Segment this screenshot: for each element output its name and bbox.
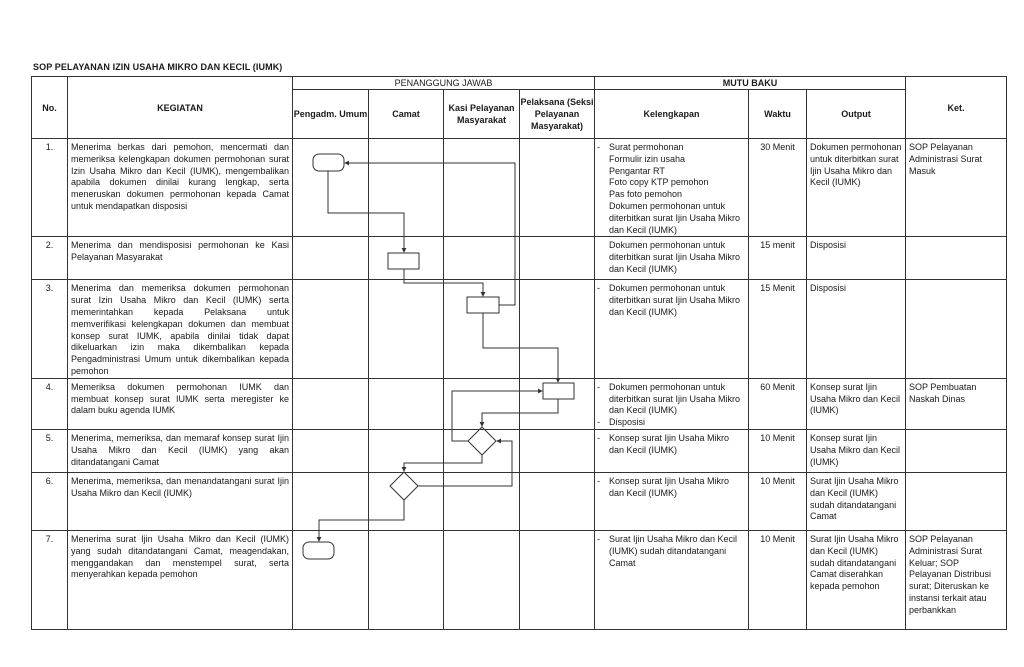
pengadm-lane-cell (293, 280, 369, 378)
kelengkapan-item (597, 476, 746, 500)
waktu-cell: 15 Menit (749, 280, 807, 378)
ket-cell: SOP Pelayanan Administrasi Surat Masuk (906, 139, 1007, 237)
header-no: No. (32, 77, 68, 139)
kasi-lane-cell (444, 472, 520, 530)
kelengkapan-item (597, 534, 746, 569)
pelaksana-lane-cell (520, 237, 595, 280)
kelengkapan-item (597, 382, 746, 417)
output-cell: Konsep surat Ijin Usaha Mikro dan Kecil (IUMK) (807, 429, 906, 472)
camat-lane-cell (369, 429, 444, 472)
kelengkapan-item (597, 189, 746, 201)
kasi-lane-cell (444, 429, 520, 472)
table-row (32, 378, 1007, 429)
header-pelaksana: Pelaksana (Seksi Pelayanan Masyarakat) (520, 90, 595, 139)
kelengkapan-text: Dokumen permohonan untuk diterbitkan surat Ijin Usaha Mikro dan Kecil (IUMK) (609, 381, 741, 416)
output-cell: Konsep surat Ijin Usaha Mikro dan Kecil (IUMK) (807, 378, 906, 429)
kelengkapan-item (597, 417, 746, 429)
header-penanggung-jawab: PENANGGUNG JAWAB (293, 77, 595, 90)
header-ket: Ket. (906, 77, 1007, 139)
bullet-dash (597, 189, 609, 201)
ket-cell (906, 280, 1007, 378)
kelengkapan-text: Dokumen permohonan untuk diterbitkan surat Ijin Usaha Mikro dan Kecil (IUMK) (609, 200, 741, 235)
pelaksana-lane-cell (520, 472, 595, 530)
ket-cell: SOP Pelayanan Administrasi Surat Keluar; SOP Pelayanan Distribusi surat; Diteruskan ke instansi terkait atau perbankkan (906, 530, 1007, 629)
kelengkapan-text: Pengantar RT (609, 165, 665, 176)
document-title: SOP PELAYANAN IZIN USAHA MIKRO DAN KECIL (IUMK) (33, 62, 283, 72)
kelengkapan-cell (595, 280, 749, 378)
pengadm-lane-cell (293, 429, 369, 472)
header-camat: Camat (369, 90, 444, 139)
waktu-cell: 10 Menit (749, 530, 807, 629)
pelaksana-lane-cell (520, 530, 595, 629)
kegiatan-cell: Menerima dan mendisposisi permohonan ke Kasi Pelayanan Masyarakat (68, 237, 293, 280)
ket-cell (906, 429, 1007, 472)
bullet-dash (597, 201, 609, 236)
kelengkapan-text: Disposisi (609, 417, 646, 428)
waktu-cell: 60 Menit (749, 378, 807, 429)
waktu-cell: 10 Menit (749, 472, 807, 530)
pengadm-lane-cell (293, 530, 369, 629)
row-number: 7. (32, 530, 68, 629)
kelengkapan-text: Pas foto pemohon (609, 189, 683, 200)
kelengkapan-item (597, 240, 746, 275)
row-number: 3. (32, 280, 68, 378)
waktu-cell: 10 Menit (749, 429, 807, 472)
kelengkapan-cell (595, 139, 749, 237)
kasi-lane-cell (444, 378, 520, 429)
pelaksana-lane-cell (520, 429, 595, 472)
output-cell: Dokumen permohonan untuk diterbitkan surat Ijin Usaha Mikro dan Kecil (IUMK) (807, 139, 906, 237)
header-kelengkapan: Kelengkapan (595, 90, 749, 139)
kasi-lane-cell (444, 139, 520, 237)
pengadm-lane-cell (293, 472, 369, 530)
bullet-dash (597, 166, 609, 178)
output-cell: Surat Ijin Usaha Mikro dan Kecil (IUMK) sudah ditandatangani Camat diserahkan kepada pemohon (807, 530, 906, 629)
pengadm-lane-cell (293, 237, 369, 280)
row-number: 6. (32, 472, 68, 530)
output-cell: Surat Ijin Usaha Mikro dan Kecil (IUMK) sudah ditandatangani Camat (807, 472, 906, 530)
kelengkapan-item (597, 283, 746, 318)
bullet-dash: - (597, 381, 600, 392)
waktu-cell: 30 Menit (749, 139, 807, 237)
header-mutu-baku: MUTU BAKU (595, 77, 906, 90)
camat-lane-cell (369, 530, 444, 629)
pelaksana-lane-cell (520, 139, 595, 237)
kegiatan-cell: Menerima surat Ijin Usaha Mikro dan Kecil (IUMK) yang sudah ditandatangani Camat, meagendakan, menggandakan dan menstempel surat, serta menyerahkan kepada pemohon (68, 530, 293, 629)
camat-lane-cell (369, 378, 444, 429)
bullet-dash: - (597, 142, 600, 152)
bullet-dash: - (597, 432, 600, 443)
header-output: Output (807, 90, 906, 139)
bullet-dash (597, 177, 609, 189)
header-pengadm-umum: Pengadm. Umum (293, 90, 369, 139)
kasi-lane-cell (444, 237, 520, 280)
table-row (32, 429, 1007, 472)
kelengkapan-cell (595, 378, 749, 429)
camat-lane-cell (369, 139, 444, 237)
kegiatan-cell: Menerima, memeriksa, dan memaraf konsep surat Ijin Usaha Mikro dan Kecil (IUMK) yang akan ditandatangani Camat (68, 429, 293, 472)
camat-lane-cell (369, 237, 444, 280)
table-row (32, 237, 1007, 280)
row-number: 4. (32, 378, 68, 429)
kegiatan-cell: Menerima dan memeriksa dokumen permohonan surat Izin Usaha Mikro dan Kecil (IUMK) serta memerintahkan kepada Pelaksana untuk memverifikasi kelengkapan dokumen dan membuat konsep surat IUMK, apabila dinilai tidak dapat dikeluarkan izin maka dikembalikan kepada Pengadministrasi Umum untuk dikembalikan kepada pemohon (68, 280, 293, 378)
kelengkapan-cell (595, 429, 749, 472)
kelengkapan-item (597, 201, 746, 236)
output-cell: Disposisi (807, 280, 906, 378)
kegiatan-cell: Menerima berkas dari pemohon, mencermati dan memeriksa kelengkapan dokumen permohonan surat Izin Usaha Mikro dan Kecil (IUMK), mengembalikan apabila dokumen dinilai kurang lengkap, serta meneruskan dokumen permohonan kepada Camat untuk mendapatkan disposisi (68, 139, 293, 237)
bullet-dash (597, 240, 609, 275)
kelengkapan-text: Surat permohonan (609, 142, 684, 152)
table-body (32, 139, 1007, 630)
waktu-cell: 15 menit (749, 237, 807, 280)
kegiatan-cell: Menerima, memeriksa, dan menandatangani surat Ijin Usaha Mikro dan Kecil (IUMK) (68, 472, 293, 530)
kelengkapan-text: Dokumen permohonan untuk diterbitkan surat Ijin Usaha Mikro dan Kecil (IUMK) (609, 240, 741, 274)
output-cell: Disposisi (807, 237, 906, 280)
sop-table (31, 76, 1007, 630)
table-row (32, 472, 1007, 530)
kasi-lane-cell (444, 280, 520, 378)
row-number: 5. (32, 429, 68, 472)
bullet-dash: - (597, 533, 600, 544)
kelengkapan-text: Konsep surat Ijin Usaha Mikro dan Kecil (IUMK) (609, 432, 730, 455)
bullet-dash (597, 154, 609, 166)
row-number: 1. (32, 139, 68, 237)
kelengkapan-cell (595, 530, 749, 629)
kelengkapan-text: Konsep surat Ijin Usaha Mikro dan Kecil (IUMK) (609, 475, 730, 498)
kelengkapan-item (597, 154, 746, 166)
table-row (32, 280, 1007, 378)
kelengkapan-item (597, 177, 746, 189)
header-waktu: Waktu (749, 90, 807, 139)
kasi-lane-cell (444, 530, 520, 629)
header-kasi: Kasi Pelayanan Masyarakat (444, 90, 520, 139)
kelengkapan-cell (595, 472, 749, 530)
ket-cell (906, 472, 1007, 530)
kelengkapan-text: Foto copy KTP pemohon (609, 177, 709, 188)
table-row (32, 530, 1007, 629)
bullet-dash: - (597, 283, 600, 294)
ket-cell: SOP Pembuatan Naskah Dinas (906, 378, 1007, 429)
pelaksana-lane-cell (520, 378, 595, 429)
pelaksana-lane-cell (520, 280, 595, 378)
kelengkapan-cell (595, 237, 749, 280)
pengadm-lane-cell (293, 378, 369, 429)
kelengkapan-text: Formulir izin usaha (609, 153, 686, 164)
kegiatan-cell: Memeriksa dokumen permohonan IUMK dan membuat konsep surat IUMK serta meregister ke dalam buku agenda IUMK (68, 378, 293, 429)
kelengkapan-item (597, 142, 746, 154)
table-row (32, 139, 1007, 237)
kelengkapan-item (597, 166, 746, 178)
kelengkapan-text: Dokumen permohonan untuk diterbitkan surat Ijin Usaha Mikro dan Kecil (IUMK) (609, 283, 741, 317)
kelengkapan-text: Surat Ijin Usaha Mikro dan Kecil (IUMK) sudah ditandatangani Camat (609, 533, 738, 568)
row-number: 2. (32, 237, 68, 280)
camat-lane-cell (369, 280, 444, 378)
bullet-dash: - (597, 475, 600, 486)
bullet-dash: - (597, 417, 600, 428)
header-kegiatan: KEGIATAN (68, 77, 293, 139)
kelengkapan-item (597, 433, 746, 457)
ket-cell (906, 237, 1007, 280)
pengadm-lane-cell (293, 139, 369, 237)
camat-lane-cell (369, 472, 444, 530)
